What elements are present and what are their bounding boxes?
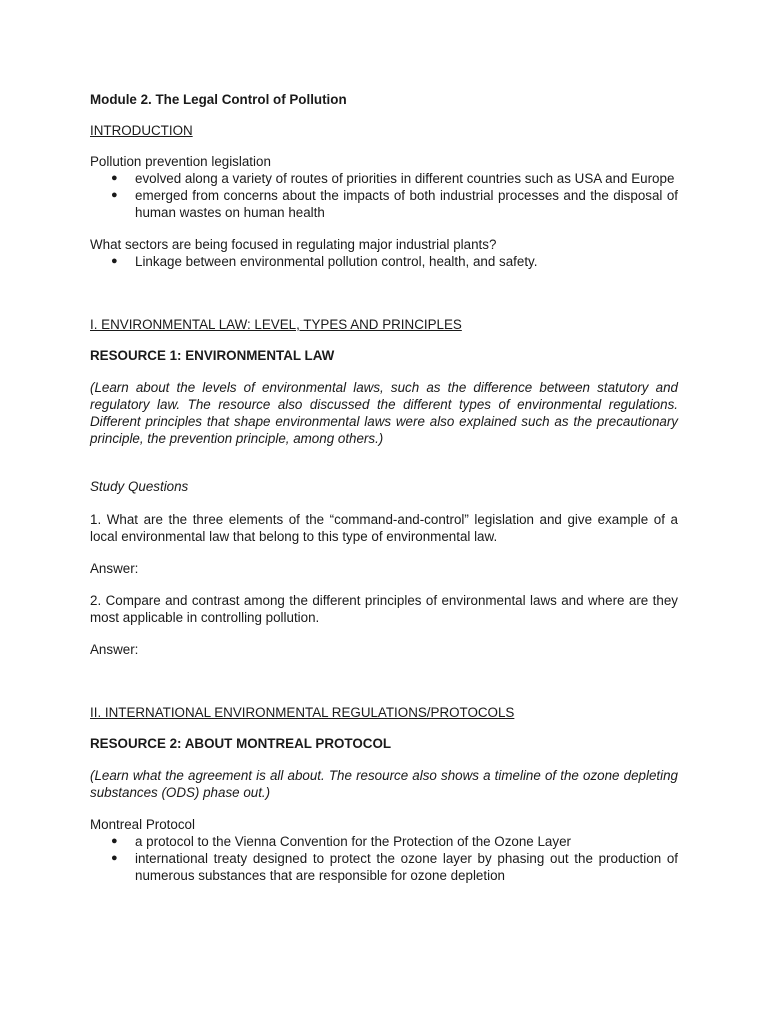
bullet-icon: ● xyxy=(111,835,118,847)
bullet-icon: ● xyxy=(111,172,118,184)
answer-1-label: Answer: xyxy=(90,561,139,576)
intro-bullet-list xyxy=(90,170,678,221)
question-1: 1. What are the three elements of the “command-and-control” legislation and give example of a local environmental law that belong to this type of environmental law. xyxy=(90,512,678,544)
question-2: 2. Compare and contrast among the different principles of environmental laws and where are they most applicable in controlling pollution. xyxy=(90,593,678,625)
montreal-bullet-list xyxy=(90,833,678,884)
bullet-item: ● international treaty designed to protect the ozone layer by phasing out the production of numerous substances that are responsible for ozone depletion xyxy=(111,851,678,883)
montreal-protocol-lead: Montreal Protocol xyxy=(90,817,195,832)
introduction-heading: INTRODUCTION xyxy=(90,123,193,138)
section2-heading: II. INTERNATIONAL ENVIRONMENTAL REGULATIONS/PROTOCOLS xyxy=(90,705,515,720)
intro-answer-bullet-list xyxy=(90,253,678,270)
resource1-description: (Learn about the levels of environmental laws, such as the difference between statutory and regulatory law. The resource also discussed the different types of environmental regulations. Different principles that shape environmental laws were also explained such as the precautionary principle, the prevention principle, among others.) xyxy=(90,380,678,446)
bullet-icon: ● xyxy=(111,255,118,267)
answer-2-label: Answer: xyxy=(90,642,139,657)
resource1-heading: RESOURCE 1: ENVIRONMENTAL LAW xyxy=(90,348,335,363)
bullet-item: ● emerged from concerns about the impacts of both industrial processes and the disposal of human wastes on human health xyxy=(111,188,678,220)
intro-lead-text: Pollution prevention legislation xyxy=(90,154,271,169)
bullet-icon: ● xyxy=(111,189,118,201)
document-page xyxy=(90,91,678,884)
bullet-icon: ● xyxy=(111,852,118,864)
section1-heading: I. ENVIRONMENTAL LAW: LEVEL, TYPES AND PRINCIPLES xyxy=(90,317,462,332)
resource2-heading: RESOURCE 2: ABOUT MONTREAL PROTOCOL xyxy=(90,736,392,751)
bullet-item: ● a protocol to the Vienna Convention for the Protection of the Ozone Layer xyxy=(111,834,571,849)
bullet-item: ● evolved along a variety of routes of priorities in different countries such as USA and Europe xyxy=(111,171,675,186)
intro-question-text: What sectors are being focused in regulating major industrial plants? xyxy=(90,237,497,252)
document-title: Module 2. The Legal Control of Pollution xyxy=(90,92,347,107)
study-questions-label: Study Questions xyxy=(90,479,189,494)
bullet-item: ● Linkage between environmental pollution control, health, and safety. xyxy=(111,254,538,269)
resource2-description: (Learn what the agreement is all about. The resource also shows a timeline of the ozone depleting substances (ODS) phase out.) xyxy=(90,768,678,800)
